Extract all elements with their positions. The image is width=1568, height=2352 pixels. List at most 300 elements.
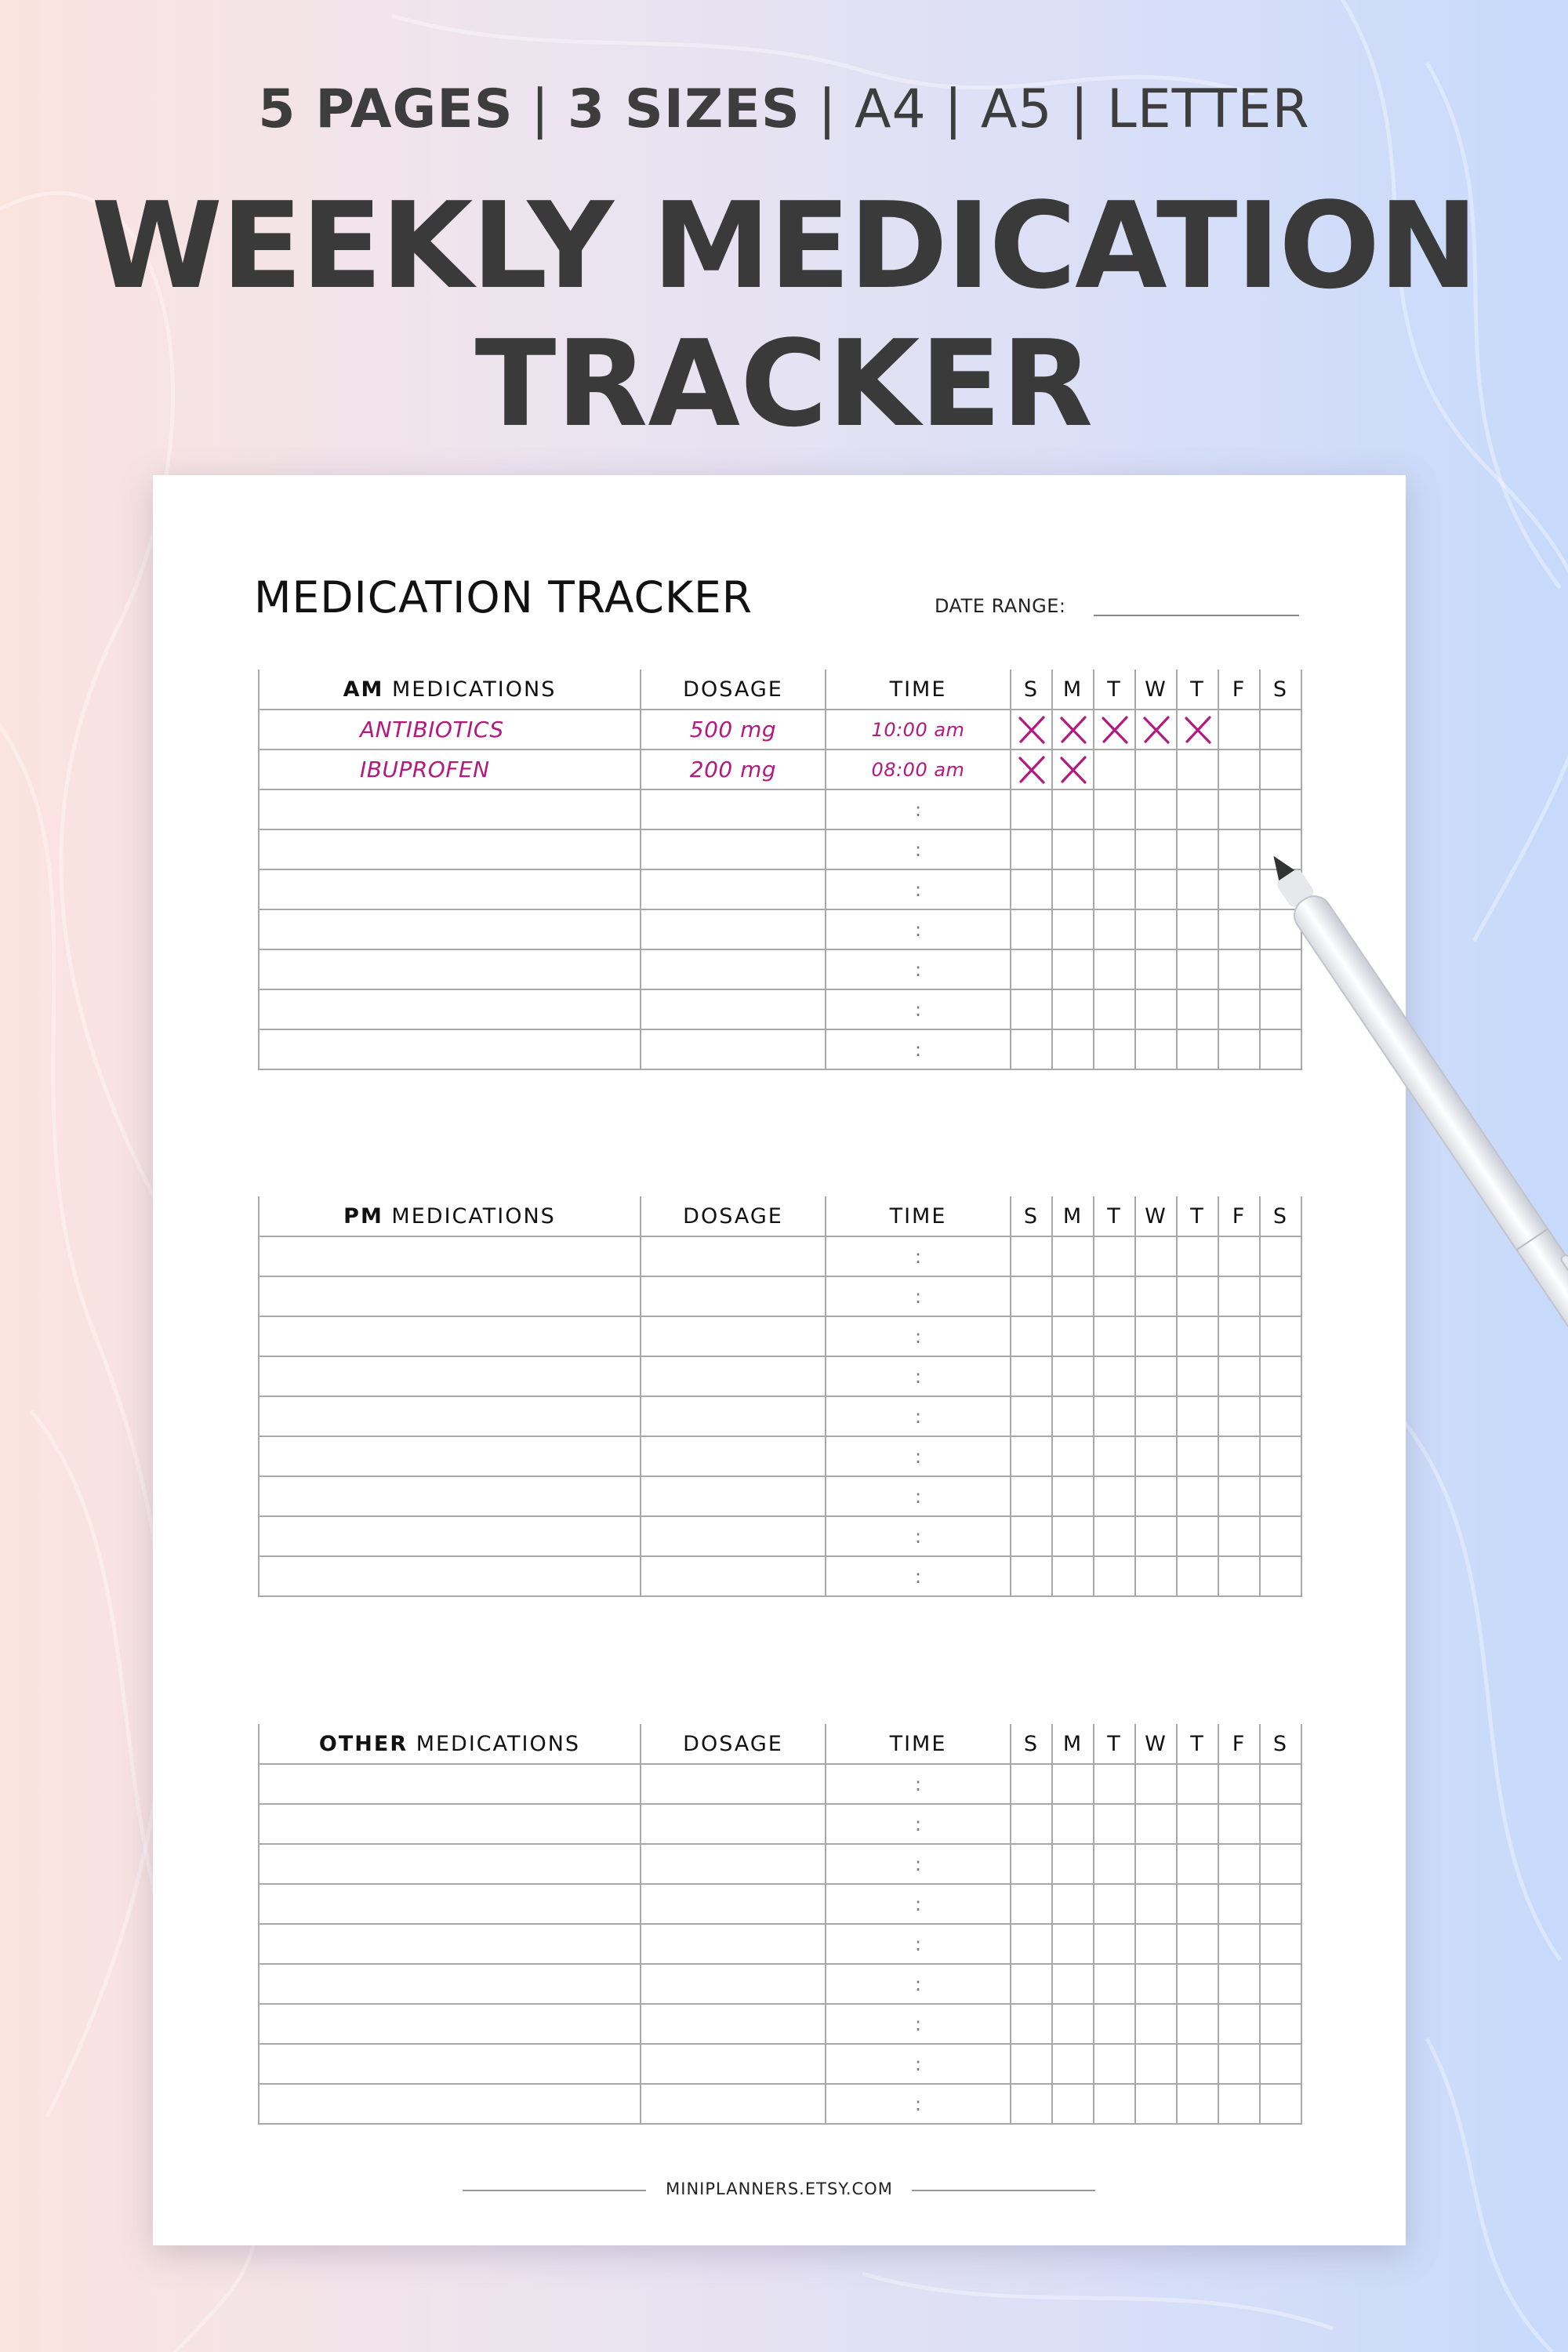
footer-divider-right xyxy=(912,2190,1095,2191)
time-cell[interactable] xyxy=(826,2044,1011,2084)
table-row xyxy=(259,1556,1301,1596)
time-cell[interactable] xyxy=(826,1884,1011,1924)
day-column-header: T xyxy=(1177,670,1218,710)
day-column-header: M xyxy=(1052,670,1094,710)
dosage-cell[interactable] xyxy=(641,2044,826,2084)
day-check-cell[interactable] xyxy=(1135,1236,1177,1276)
day-check-cell[interactable] xyxy=(1011,1029,1052,1069)
day-check-cell[interactable] xyxy=(1011,1356,1052,1396)
time-cell[interactable] xyxy=(826,909,1011,949)
day-check-cell[interactable] xyxy=(1177,909,1218,949)
day-check-cell[interactable] xyxy=(1052,1476,1094,1516)
medication-name-cell[interactable] xyxy=(259,1764,641,1804)
day-check-cell[interactable] xyxy=(1094,1316,1135,1356)
day-check-cell[interactable] xyxy=(1135,1924,1177,1964)
time-placeholder: : xyxy=(914,1365,922,1388)
day-check-cell[interactable] xyxy=(1052,909,1094,949)
dosage-cell[interactable] xyxy=(641,1556,826,1596)
medication-name-cell[interactable] xyxy=(259,710,641,750)
day-check-cell[interactable] xyxy=(1094,2004,1135,2044)
time-cell[interactable] xyxy=(826,1396,1011,1436)
time-cell[interactable] xyxy=(826,949,1011,989)
day-column-header: S xyxy=(1011,670,1052,710)
medication-name-cell[interactable] xyxy=(259,829,641,869)
dosage-cell[interactable] xyxy=(641,750,826,789)
pm-medications-table xyxy=(258,1196,1302,1597)
day-check-cell[interactable] xyxy=(1052,1884,1094,1924)
dosage-cell[interactable] xyxy=(641,710,826,750)
day-check-cell[interactable] xyxy=(1094,829,1135,869)
day-check-cell[interactable] xyxy=(1177,1316,1218,1356)
day-column-header: S xyxy=(1260,1196,1301,1236)
day-check-cell[interactable] xyxy=(1011,1884,1052,1924)
time-placeholder: : xyxy=(914,1893,922,1915)
check-x-mark xyxy=(1058,754,1089,786)
medication-name-cell[interactable] xyxy=(259,1276,641,1316)
day-check-cell[interactable] xyxy=(1094,1276,1135,1316)
day-check-cell[interactable] xyxy=(1094,1236,1135,1276)
day-check-cell[interactable] xyxy=(1260,1924,1301,1964)
day-check-cell[interactable] xyxy=(1218,1884,1260,1924)
day-check-cell[interactable] xyxy=(1135,1884,1177,1924)
day-check-cell[interactable] xyxy=(1260,1764,1301,1804)
time-cell[interactable] xyxy=(826,829,1011,869)
day-check-cell[interactable] xyxy=(1094,2044,1135,2084)
dosage-cell[interactable] xyxy=(641,949,826,989)
day-check-cell[interactable] xyxy=(1177,1964,1218,2004)
medication-name-cell[interactable] xyxy=(259,750,641,789)
medication-name-cell[interactable] xyxy=(259,2044,641,2084)
day-check-cell[interactable] xyxy=(1094,1884,1135,1924)
day-check-cell[interactable] xyxy=(1052,1556,1094,1596)
day-check-cell[interactable] xyxy=(1052,1236,1094,1276)
day-check-cell[interactable] xyxy=(1011,1476,1052,1516)
day-check-cell[interactable] xyxy=(1177,1764,1218,1804)
table-row xyxy=(259,1844,1301,1884)
dosage-cell[interactable] xyxy=(641,1316,826,1356)
day-check-cell[interactable] xyxy=(1135,1276,1177,1316)
day-check-cell[interactable] xyxy=(1218,1556,1260,1596)
time-placeholder: : xyxy=(914,1405,922,1428)
table-row xyxy=(259,1884,1301,1924)
time-cell[interactable] xyxy=(826,1556,1011,1596)
time-placeholder: : xyxy=(914,1933,922,1955)
day-check-cell[interactable] xyxy=(1052,2004,1094,2044)
medication-name-cell[interactable] xyxy=(259,1436,641,1476)
day-check-cell[interactable] xyxy=(1218,2084,1260,2124)
day-check-cell[interactable] xyxy=(1218,1764,1260,1804)
time-cell[interactable] xyxy=(826,1476,1011,1516)
day-check-cell[interactable] xyxy=(1260,2084,1301,2124)
day-check-cell[interactable] xyxy=(1052,750,1094,789)
day-check-cell[interactable] xyxy=(1052,2044,1094,2084)
dosage-cell[interactable] xyxy=(641,2004,826,2044)
day-check-cell[interactable] xyxy=(1177,1516,1218,1556)
medication-name-cell[interactable] xyxy=(259,1516,641,1556)
day-check-cell[interactable] xyxy=(1011,1964,1052,2004)
time-placeholder: : xyxy=(914,1973,922,1995)
day-check-cell[interactable] xyxy=(1135,1804,1177,1844)
day-check-cell[interactable] xyxy=(1052,1764,1094,1804)
medication-name: IBUPROFEN xyxy=(360,757,490,782)
time-cell[interactable] xyxy=(826,2004,1011,2044)
day-check-cell[interactable] xyxy=(1011,1276,1052,1316)
subtitle-separator: | xyxy=(800,78,855,140)
day-check-cell[interactable] xyxy=(1135,1476,1177,1516)
day-check-cell[interactable] xyxy=(1052,869,1094,909)
table-row xyxy=(259,1436,1301,1476)
day-check-cell[interactable] xyxy=(1094,909,1135,949)
subtitle-separator: | xyxy=(513,78,568,140)
dosage-cell[interactable] xyxy=(641,1276,826,1316)
dosage-cell[interactable] xyxy=(641,1236,826,1276)
day-check-cell[interactable] xyxy=(1177,710,1218,750)
day-check-cell[interactable] xyxy=(1177,1029,1218,1069)
day-check-cell[interactable] xyxy=(1094,1436,1135,1476)
medication-name-cell[interactable] xyxy=(259,1356,641,1396)
medication-name-cell[interactable] xyxy=(259,989,641,1029)
day-check-cell[interactable] xyxy=(1052,1356,1094,1396)
medication-name-cell[interactable] xyxy=(259,1844,641,1884)
day-check-cell[interactable] xyxy=(1011,829,1052,869)
time-cell[interactable] xyxy=(826,1436,1011,1476)
day-column-header: S xyxy=(1260,670,1301,710)
day-check-cell[interactable] xyxy=(1218,1964,1260,2004)
time-cell[interactable] xyxy=(826,789,1011,829)
day-check-cell[interactable] xyxy=(1052,789,1094,829)
dosage-cell[interactable] xyxy=(641,1764,826,1804)
table-row xyxy=(259,1236,1301,1276)
day-check-cell[interactable] xyxy=(1135,1556,1177,1596)
day-check-cell[interactable] xyxy=(1094,1476,1135,1516)
day-check-cell[interactable] xyxy=(1135,1356,1177,1396)
day-check-cell[interactable] xyxy=(1094,1396,1135,1436)
time-placeholder: : xyxy=(914,1285,922,1308)
day-check-cell[interactable] xyxy=(1177,2004,1218,2044)
time-cell[interactable] xyxy=(826,1236,1011,1276)
day-check-cell[interactable] xyxy=(1177,1884,1218,1924)
dosage-cell[interactable] xyxy=(641,1476,826,1516)
day-check-cell[interactable] xyxy=(1094,1844,1135,1884)
day-check-cell[interactable] xyxy=(1135,1436,1177,1476)
day-check-cell[interactable] xyxy=(1135,1764,1177,1804)
time-column-header: TIME xyxy=(826,1196,1011,1236)
day-check-cell[interactable] xyxy=(1011,789,1052,829)
time-cell[interactable] xyxy=(826,1804,1011,1844)
day-check-cell[interactable] xyxy=(1260,1556,1301,1596)
day-check-cell[interactable] xyxy=(1052,1804,1094,1844)
table-row xyxy=(259,789,1301,829)
time-cell[interactable] xyxy=(826,989,1011,1029)
day-check-cell[interactable] xyxy=(1011,909,1052,949)
day-check-cell[interactable] xyxy=(1052,829,1094,869)
day-check-cell[interactable] xyxy=(1135,909,1177,949)
day-check-cell[interactable] xyxy=(1135,869,1177,909)
day-check-cell[interactable] xyxy=(1177,2044,1218,2084)
day-check-cell[interactable] xyxy=(1011,1236,1052,1276)
time-cell[interactable] xyxy=(826,710,1011,750)
day-check-cell[interactable] xyxy=(1052,1029,1094,1069)
medication-name-cell[interactable] xyxy=(259,1396,641,1436)
dosage-cell[interactable] xyxy=(641,1924,826,1964)
day-check-cell[interactable] xyxy=(1011,1556,1052,1596)
day-check-cell[interactable] xyxy=(1011,1436,1052,1476)
time-cell[interactable] xyxy=(826,2084,1011,2124)
day-check-cell[interactable] xyxy=(1135,1396,1177,1436)
dosage-cell[interactable] xyxy=(641,789,826,829)
medication-name-cell[interactable] xyxy=(259,2084,641,2124)
medication-name: ANTIBIOTICS xyxy=(360,717,504,742)
day-check-cell[interactable] xyxy=(1094,949,1135,989)
day-check-cell[interactable] xyxy=(1177,1276,1218,1316)
medication-name-cell[interactable] xyxy=(259,1804,641,1844)
day-check-cell[interactable] xyxy=(1177,2084,1218,2124)
day-check-cell[interactable] xyxy=(1177,789,1218,829)
main-title-line-2: TRACKER xyxy=(474,314,1094,453)
day-check-cell[interactable] xyxy=(1094,989,1135,1029)
day-check-cell[interactable] xyxy=(1052,1964,1094,2004)
time-cell[interactable] xyxy=(826,1844,1011,1884)
dosage-cell[interactable] xyxy=(641,2084,826,2124)
time-cell[interactable] xyxy=(826,1276,1011,1316)
medication-name-cell[interactable] xyxy=(259,1884,641,1924)
day-check-cell[interactable] xyxy=(1094,1029,1135,1069)
dosage-value: 200 mg xyxy=(689,757,777,782)
day-check-cell[interactable] xyxy=(1011,989,1052,1029)
table-row xyxy=(259,869,1301,909)
day-check-cell[interactable] xyxy=(1135,2084,1177,2124)
day-check-cell[interactable] xyxy=(1260,1964,1301,2004)
table-row xyxy=(259,2044,1301,2084)
day-check-cell[interactable] xyxy=(1135,2004,1177,2044)
time-cell[interactable] xyxy=(826,1764,1011,1804)
day-check-cell[interactable] xyxy=(1052,1316,1094,1356)
day-check-cell[interactable] xyxy=(1011,1924,1052,1964)
day-check-cell[interactable] xyxy=(1260,2004,1301,2044)
day-check-cell[interactable] xyxy=(1177,1804,1218,1844)
day-check-cell[interactable] xyxy=(1011,2004,1052,2044)
day-check-cell[interactable] xyxy=(1177,1356,1218,1396)
day-check-cell[interactable] xyxy=(1011,949,1052,989)
day-check-cell[interactable] xyxy=(1177,829,1218,869)
day-check-cell[interactable] xyxy=(1135,829,1177,869)
day-check-cell[interactable] xyxy=(1177,1556,1218,1596)
day-check-cell[interactable] xyxy=(1011,1396,1052,1436)
day-check-cell[interactable] xyxy=(1094,789,1135,829)
time-placeholder: : xyxy=(914,998,922,1021)
dosage-cell[interactable] xyxy=(641,1964,826,2004)
day-check-cell[interactable] xyxy=(1177,949,1218,989)
day-check-cell[interactable] xyxy=(1218,1804,1260,1844)
day-check-cell[interactable] xyxy=(1052,1516,1094,1556)
day-check-cell[interactable] xyxy=(1135,949,1177,989)
day-check-cell[interactable] xyxy=(1260,789,1301,829)
day-check-cell[interactable] xyxy=(1260,2044,1301,2084)
day-check-cell[interactable] xyxy=(1135,1964,1177,2004)
medications-column-header: AM MEDICATIONS xyxy=(259,670,641,710)
time-placeholder: : xyxy=(914,2053,922,2075)
medication-name-cell[interactable] xyxy=(259,1236,641,1276)
day-check-cell[interactable] xyxy=(1011,750,1052,789)
medication-name-cell[interactable] xyxy=(259,1556,641,1596)
day-check-cell[interactable] xyxy=(1260,750,1301,789)
day-check-cell[interactable] xyxy=(1094,1556,1135,1596)
day-check-cell[interactable] xyxy=(1218,789,1260,829)
table-row xyxy=(259,1516,1301,1556)
day-check-cell[interactable] xyxy=(1094,1924,1135,1964)
time-placeholder: : xyxy=(914,1245,922,1268)
medication-name-cell[interactable] xyxy=(259,2004,641,2044)
day-check-cell[interactable] xyxy=(1094,750,1135,789)
day-check-cell[interactable] xyxy=(1135,1029,1177,1069)
day-check-cell[interactable] xyxy=(1177,1476,1218,1516)
day-check-cell[interactable] xyxy=(1218,750,1260,789)
day-check-cell[interactable] xyxy=(1260,1884,1301,1924)
day-check-cell[interactable] xyxy=(1052,949,1094,989)
day-check-cell[interactable] xyxy=(1052,1276,1094,1316)
day-check-cell[interactable] xyxy=(1135,1516,1177,1556)
day-check-cell[interactable] xyxy=(1011,869,1052,909)
day-check-cell[interactable] xyxy=(1094,1356,1135,1396)
time-placeholder: : xyxy=(914,838,922,861)
dosage-cell[interactable] xyxy=(641,1884,826,1924)
day-check-cell[interactable] xyxy=(1052,710,1094,750)
day-check-cell[interactable] xyxy=(1135,1844,1177,1884)
dosage-column-header: DOSAGE xyxy=(641,670,826,710)
day-column-header: M xyxy=(1052,1724,1094,1764)
day-check-cell[interactable] xyxy=(1177,869,1218,909)
day-column-header: T xyxy=(1094,670,1135,710)
day-check-cell[interactable] xyxy=(1218,710,1260,750)
day-check-cell[interactable] xyxy=(1052,1396,1094,1436)
day-check-cell[interactable] xyxy=(1011,2044,1052,2084)
time-cell[interactable] xyxy=(826,1316,1011,1356)
medication-name-cell[interactable] xyxy=(259,949,641,989)
time-cell[interactable] xyxy=(826,1516,1011,1556)
dosage-cell[interactable] xyxy=(641,1804,826,1844)
day-check-cell[interactable] xyxy=(1052,989,1094,1029)
medication-name-cell[interactable] xyxy=(259,1029,641,1069)
day-check-cell[interactable] xyxy=(1218,2044,1260,2084)
day-check-cell[interactable] xyxy=(1011,1516,1052,1556)
paper-title: MEDICATION TRACKER xyxy=(254,572,753,622)
time-placeholder: : xyxy=(914,1773,922,1795)
day-check-cell[interactable] xyxy=(1094,869,1135,909)
day-check-cell[interactable] xyxy=(1094,1764,1135,1804)
day-check-cell[interactable] xyxy=(1218,2004,1260,2044)
day-check-cell[interactable] xyxy=(1135,710,1177,750)
time-cell[interactable] xyxy=(826,750,1011,789)
day-check-cell[interactable] xyxy=(1135,750,1177,789)
day-check-cell[interactable] xyxy=(1260,710,1301,750)
time-cell[interactable] xyxy=(826,1029,1011,1069)
day-check-cell[interactable] xyxy=(1135,1316,1177,1356)
day-check-cell[interactable] xyxy=(1011,1316,1052,1356)
medication-name-cell[interactable] xyxy=(259,1924,641,1964)
day-check-cell[interactable] xyxy=(1135,989,1177,1029)
time-cell[interactable] xyxy=(826,1356,1011,1396)
medication-name-cell[interactable] xyxy=(259,1964,641,2004)
day-check-cell[interactable] xyxy=(1052,2084,1094,2124)
day-check-cell[interactable] xyxy=(1094,710,1135,750)
table-row xyxy=(259,1356,1301,1396)
medication-name-cell[interactable] xyxy=(259,789,641,829)
day-check-cell[interactable] xyxy=(1052,1844,1094,1884)
check-x-mark xyxy=(1016,754,1047,786)
day-column-header: T xyxy=(1094,1196,1135,1236)
printable-paper xyxy=(153,475,1406,2245)
dosage-cell[interactable] xyxy=(641,1516,826,1556)
medication-name-cell[interactable] xyxy=(259,1316,641,1356)
day-check-cell[interactable] xyxy=(1260,1844,1301,1884)
day-check-cell[interactable] xyxy=(1135,2044,1177,2084)
day-check-cell[interactable] xyxy=(1177,989,1218,1029)
day-check-cell[interactable] xyxy=(1011,710,1052,750)
medication-name-cell[interactable] xyxy=(259,869,641,909)
day-check-cell[interactable] xyxy=(1218,1844,1260,1884)
day-check-cell[interactable] xyxy=(1094,1516,1135,1556)
time-placeholder: : xyxy=(914,1853,922,1875)
day-check-cell[interactable] xyxy=(1094,2084,1135,2124)
day-check-cell[interactable] xyxy=(1011,2084,1052,2124)
time-placeholder: : xyxy=(914,2092,922,2115)
dosage-cell[interactable] xyxy=(641,989,826,1029)
dosage-cell[interactable] xyxy=(641,869,826,909)
time-placeholder: : xyxy=(914,798,922,821)
day-check-cell[interactable] xyxy=(1177,1236,1218,1276)
day-check-cell[interactable] xyxy=(1177,1924,1218,1964)
day-check-cell[interactable] xyxy=(1011,1844,1052,1884)
day-check-cell[interactable] xyxy=(1177,1844,1218,1884)
day-check-cell[interactable] xyxy=(1011,1804,1052,1844)
dosage-column-header: DOSAGE xyxy=(641,1724,826,1764)
header-subtitle xyxy=(0,78,1568,140)
medication-name-cell[interactable] xyxy=(259,909,641,949)
dosage-cell[interactable] xyxy=(641,829,826,869)
day-column-header: M xyxy=(1052,1196,1094,1236)
day-check-cell[interactable] xyxy=(1052,1924,1094,1964)
dosage-cell[interactable] xyxy=(641,1029,826,1069)
day-check-cell[interactable] xyxy=(1177,1436,1218,1476)
dosage-cell[interactable] xyxy=(641,909,826,949)
medication-name-cell[interactable] xyxy=(259,1476,641,1516)
table-row xyxy=(259,909,1301,949)
date-range-line xyxy=(1094,615,1299,616)
day-check-cell[interactable] xyxy=(1052,1436,1094,1476)
day-check-cell[interactable] xyxy=(1011,1764,1052,1804)
table-row xyxy=(259,1316,1301,1356)
day-check-cell[interactable] xyxy=(1094,1964,1135,2004)
dosage-cell[interactable] xyxy=(641,1844,826,1884)
day-check-cell[interactable] xyxy=(1135,789,1177,829)
dosage-cell[interactable] xyxy=(641,1356,826,1396)
day-check-cell[interactable] xyxy=(1218,1924,1260,1964)
dosage-cell[interactable] xyxy=(641,1436,826,1476)
table-header-row xyxy=(259,1724,1301,1764)
day-check-cell[interactable] xyxy=(1177,750,1218,789)
time-cell[interactable] xyxy=(826,1924,1011,1964)
table-row xyxy=(259,2084,1301,2124)
time-value: 10:00 am xyxy=(871,718,965,741)
time-placeholder: : xyxy=(914,878,922,901)
dosage-cell[interactable] xyxy=(641,1396,826,1436)
time-cell[interactable] xyxy=(826,1964,1011,2004)
time-placeholder: : xyxy=(914,918,922,941)
day-check-cell[interactable] xyxy=(1177,1396,1218,1436)
time-cell[interactable] xyxy=(826,869,1011,909)
day-check-cell[interactable] xyxy=(1260,1804,1301,1844)
day-check-cell[interactable] xyxy=(1094,1804,1135,1844)
